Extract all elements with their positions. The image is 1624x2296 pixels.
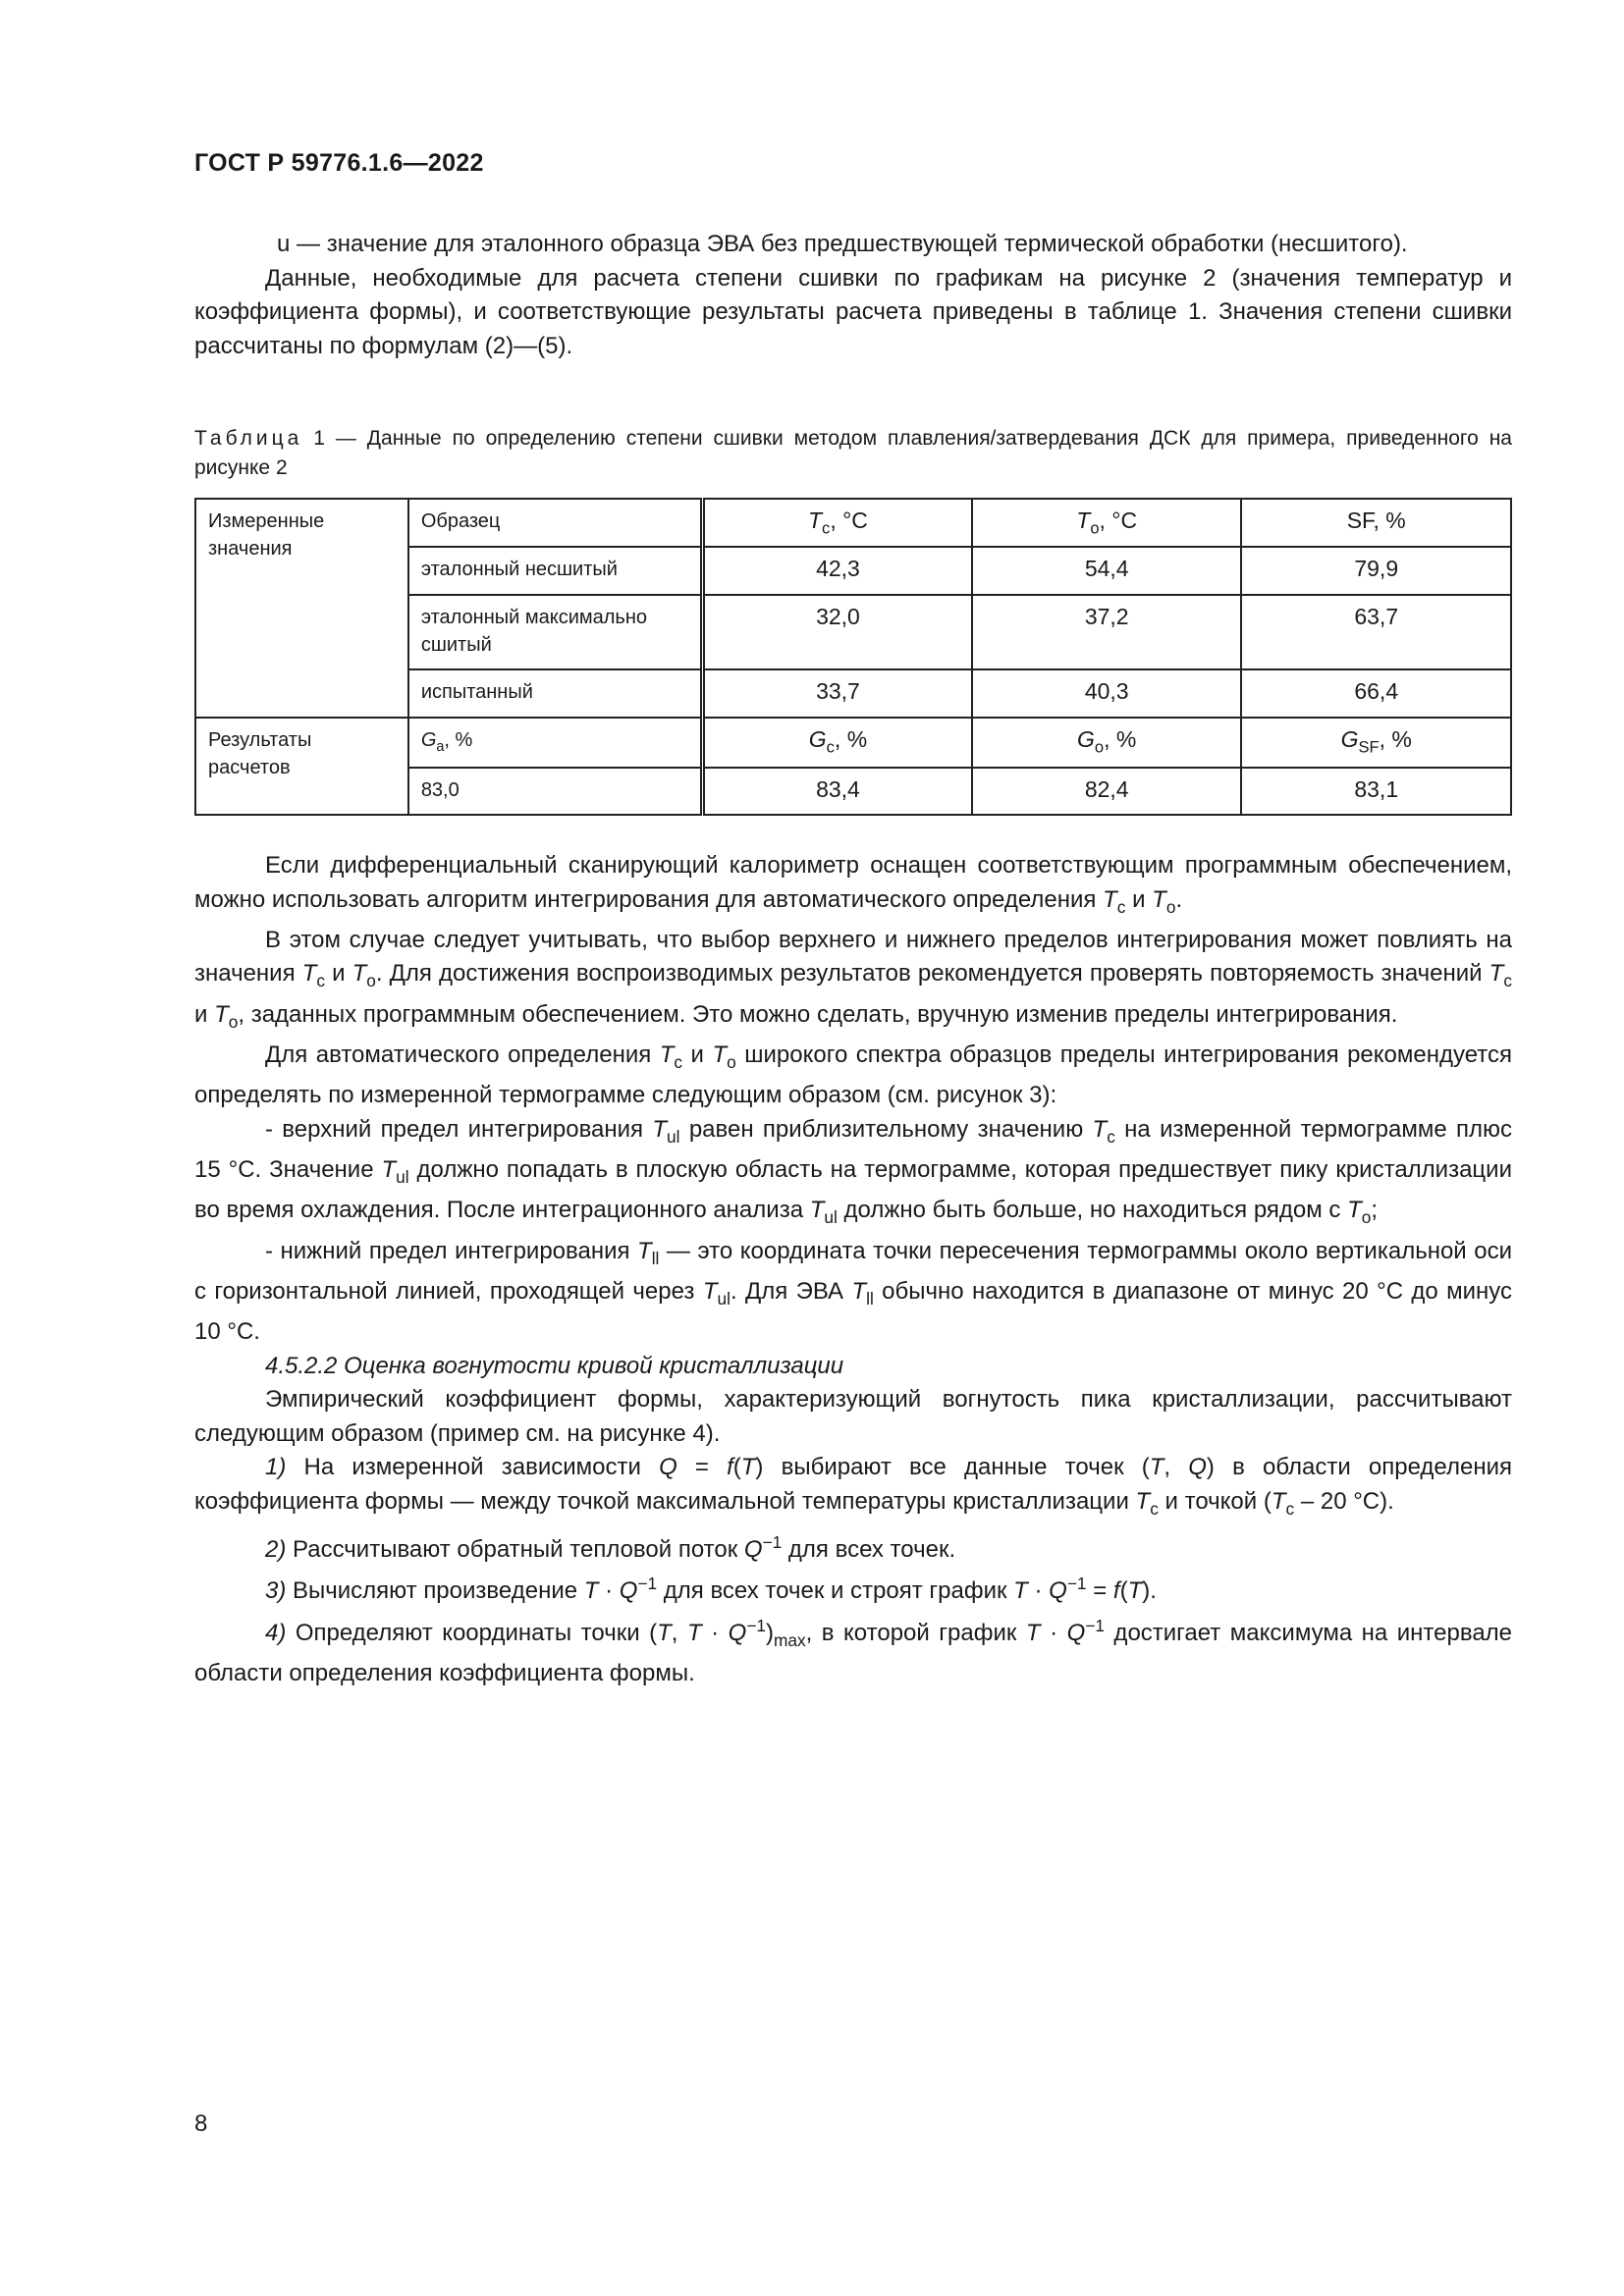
data-table [194,498,1512,816]
header-go: $G_o$, % [972,718,1242,768]
step-item: 1) На измеренной зависимости Q = f(T) выбирают все данные точек (T, Q) в области определения коэффициента формы — между точкой максимальной температуры кристаллизации $T_c$ и точкой ($T_c - 20$ °С). [194,1454,1512,1519]
header-sf: SF, % [1241,499,1511,547]
group-measured-label: Измеренные значения [195,499,408,718]
row-sample: эталонный несшитый [408,547,703,595]
row-sf: 63,7 [1241,595,1511,669]
body-text [194,849,1512,1691]
step-item: 3) Вычисляют произведение $T \cdot Q^{-1}$ для всех точек и строят график $T \cdot Q^{-1} = f(T)$. [265,1574,1157,1605]
intro-text [194,228,1512,363]
row-tc: 33,7 [702,669,972,718]
header-sample: Образец [408,499,703,547]
paragraph: В этом случае следует учитывать, что выбор верхнего и нижнего пределов интегрирования может повлиять на значения $T_c$ и $T_o$. Для достижения воспроизводимых результатов рекомендуется проверять повторяемость значений $T_c$ и $T_o$, заданных программным обеспечением. Это можно сделать, вручную изменив пределы интегрирования. [194,926,1512,1032]
header-to: $T_o$, °C [972,499,1242,547]
group-results-label: Результаты расчетов [195,718,408,815]
header-tc: $T_c$, °C [702,499,972,547]
header-gc: $G_c$, % [702,718,972,768]
row-sample: эталонный максимально сшитый [408,595,703,669]
result-ga: 83,0 [408,768,703,815]
header-gsf: $G_{SF}$, % [1241,718,1511,768]
paragraph: Если дифференциальный сканирующий калориметр оснащен соответствующим программным обеспечением, можно использовать алгоритм интегрирования для автоматического определения $T_c$ и $T_o$. [194,852,1512,917]
row-tc: 32,0 [702,595,972,669]
table-header-row [195,499,1511,547]
results-header-row [195,718,1511,768]
intro-paragraph: Данные, необходимые для расчета степени сшивки по графикам на рисунке 2 (значения температур и коэффициента формы), и соответствующие результаты расчета приведены в таблице 1. Значения степени сшивки рассчитаны по формулам (2)—(5). [194,264,1512,359]
row-sf: 79,9 [1241,547,1511,595]
paragraph: Для автоматического определения $T_c$ и $T_o$ широкого спектра образцов пределы интегрирования рекомендуется определять по измеренной термограмме следующим образом (см. рисунок 3): [194,1041,1513,1109]
step-item: 4) Определяют координаты точки (T, $T \cdot Q^{-1})_{max}$, в которой график $T \cdot Q^{-1}$ достигает максимума на интервале области определения коэффициента формы. [194,1615,1513,1687]
table-caption: Таблица 1 — Данные по определению степени сшивки методом плавления/затвердевания ДСК для примера, приведенного на рисунке 2 [194,427,1512,479]
row-tc: 42,3 [702,547,972,595]
header-ga: $G_a$, % [408,718,703,768]
row-sample: испытанный [408,669,703,718]
result-gsf: 83,1 [1241,768,1511,815]
list-item: - нижний предел интегрирования $T_{ll}$ — это координата точки пересечения термограммы около вертикальной оси с горизонтальной линией, проходящей через $T_{ul}$. Для ЭВА $T_{ll}$ обычно находится в диапазоне от минус 20 °С до минус 10 °С. [194,1237,1513,1346]
u-definition: u — значение для эталонного образца ЭВА без предшествующей термической обработки (несшитого). [277,231,1408,257]
result-go: 82,4 [972,768,1242,815]
list-item: - верхний предел интегрирования $T_{ul}$ равен приблизительному значению $T_c$ на измеренной термограмме плюс 15 °С. Значение $T_{ul}$ должно попадать в плоскую область на термограмме, которая предшествует пику кристаллизации во время охлаждения. После интеграционного анализа $T_{ul}$ должно быть больше, но находиться рядом с $T_o$; [194,1115,1512,1228]
step-item: 2) Рассчитывают обратный тепловой поток $Q^{-1}$ для всех точек. [265,1531,956,1563]
row-to: 54,4 [972,547,1242,595]
page-number: 8 [194,2110,208,2137]
row-sf: 66,4 [1241,669,1511,718]
row-to: 40,3 [972,669,1242,718]
result-gc: 83,4 [702,768,972,815]
row-to: 37,2 [972,595,1242,669]
paragraph: Эмпирический коэффициент формы, характеризующий вогнутость пика кристаллизации, рассчитывают следующим образом (пример см. на рисунке 4). [194,1386,1512,1447]
document-header: ГОСТ Р 59776.1.6—2022 [194,149,484,177]
section-heading: 4.5.2.2 Оценка вогнутости кривой кристаллизации [265,1352,844,1379]
